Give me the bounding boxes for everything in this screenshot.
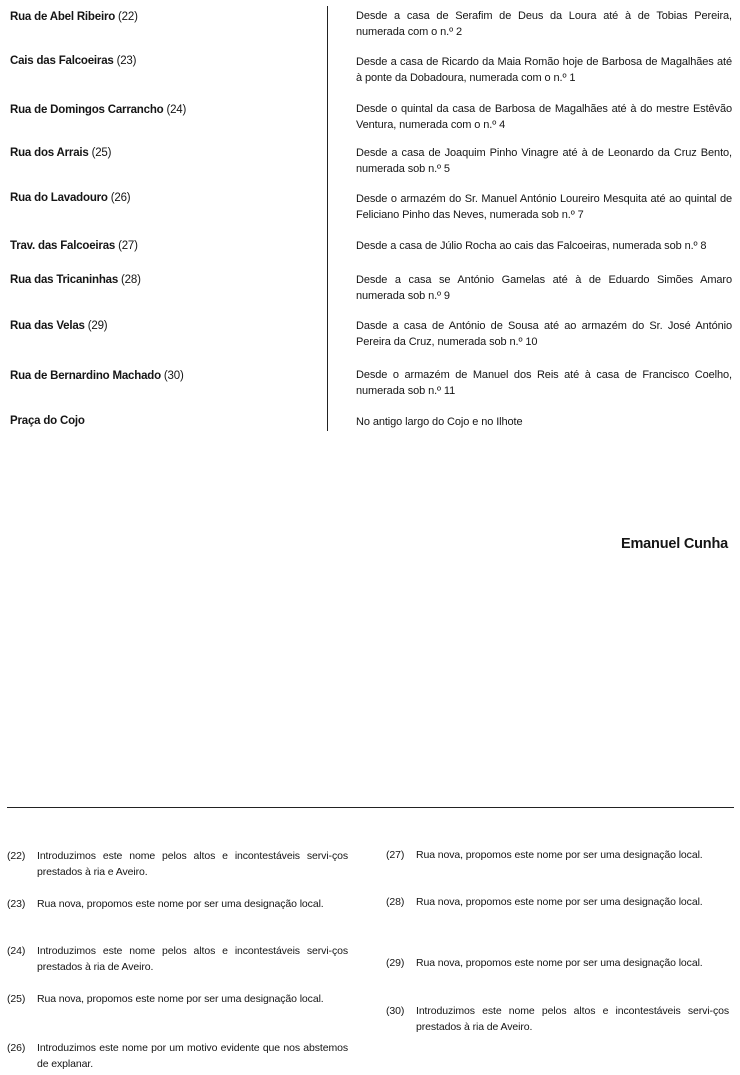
street-description: Desde a casa de Joaquim Pinho Vinagre até à de Leonardo da Cruz Bento, numerada sob n.º 5 — [356, 147, 732, 175]
footnote: (24) Introduzimos este nome pelos altos e incontestáveis servi-ços prestados à ria de Aveiro. — [7, 945, 348, 973]
footnote: (27) Rua nova, propomos este nome por ser uma designação local. — [386, 849, 703, 861]
street-description: Desde o armazém do Sr. Manuel António Loureiro Mesquita até ao quintal de Feliciano Pinho das Neves, numerada sob n.º 7 — [356, 193, 732, 221]
footnote: (30) Introduzimos este nome pelos altos e incontestáveis servi-ços prestados à ria de Aveiro. — [386, 1005, 729, 1033]
street-name: Rua das Tricaninhas (28) — [10, 274, 141, 286]
street-name: Rua dos Arrais (25) — [10, 147, 112, 159]
street-name: Rua de Bernardino Machado (30) — [10, 370, 184, 382]
footnote-rule — [7, 807, 734, 808]
street-name: Rua das Velas (29) — [10, 320, 108, 332]
street-description: Desde o quintal da casa de Barbosa de Magalhães até à do mestre Estêvão Ventura, numerada com o n.º 4 — [356, 103, 732, 131]
footnote: (22) Introduzimos este nome pelos altos e incontestáveis servi-ços prestados à ria e Aveiro. — [7, 850, 348, 878]
street-description: Desde o armazém de Manuel dos Reis até à casa de Francisco Coelho, numerada sob n.º 11 — [356, 369, 732, 397]
street-name: Rua do Lavadouro (26) — [10, 192, 131, 204]
footnote: (29) Rua nova, propomos este nome por ser uma designação local. — [386, 957, 703, 969]
footnote: (26) Introduzimos este nome por um motivo evidente que nos abstemos de explanar. — [7, 1042, 348, 1070]
street-table — [0, 0, 740, 432]
column-divider — [327, 6, 328, 431]
footnote: (28) Rua nova, propomos este nome por ser uma designação local. — [386, 896, 703, 908]
street-description: No antigo largo do Cojo e no Ilhote — [356, 416, 523, 428]
street-description: Desde a casa de Serafim de Deus da Loura até à de Tobias Pereira, numerada com o n.º 2 — [356, 10, 732, 38]
street-name: Rua de Abel Ribeiro (22) — [10, 11, 138, 23]
street-description: Desde a casa de Júlio Rocha ao cais das Falcoeiras, numerada sob n.º 8 — [356, 240, 707, 252]
street-description: Dasde a casa de António de Sousa até ao armazém do Sr. José António Pereira da Cruz, numerada sob n.º 10 — [356, 320, 732, 348]
street-description: Desde a casa de Ricardo da Maia Romão hoje de Barbosa de Magalhães até à ponte da Dobadoura, numerada com o n.º 1 — [356, 56, 732, 84]
street-name: Cais das Falcoeiras (23) — [10, 55, 137, 67]
street-name: Trav. das Falcoeiras (27) — [10, 240, 138, 252]
footnote: (23) Rua nova, propomos este nome por ser uma designação local. — [7, 898, 324, 910]
author-signature: Emanuel Cunha — [621, 536, 728, 552]
footnote: (25) Rua nova, propomos este nome por ser uma designação local. — [7, 993, 324, 1005]
street-description: Desde a casa se António Gamelas até à de Eduardo Simões Amaro numerada sob n.º 9 — [356, 274, 732, 302]
street-name: Rua de Domingos Carrancho (24) — [10, 104, 187, 116]
street-name: Praça do Cojo — [10, 415, 85, 427]
